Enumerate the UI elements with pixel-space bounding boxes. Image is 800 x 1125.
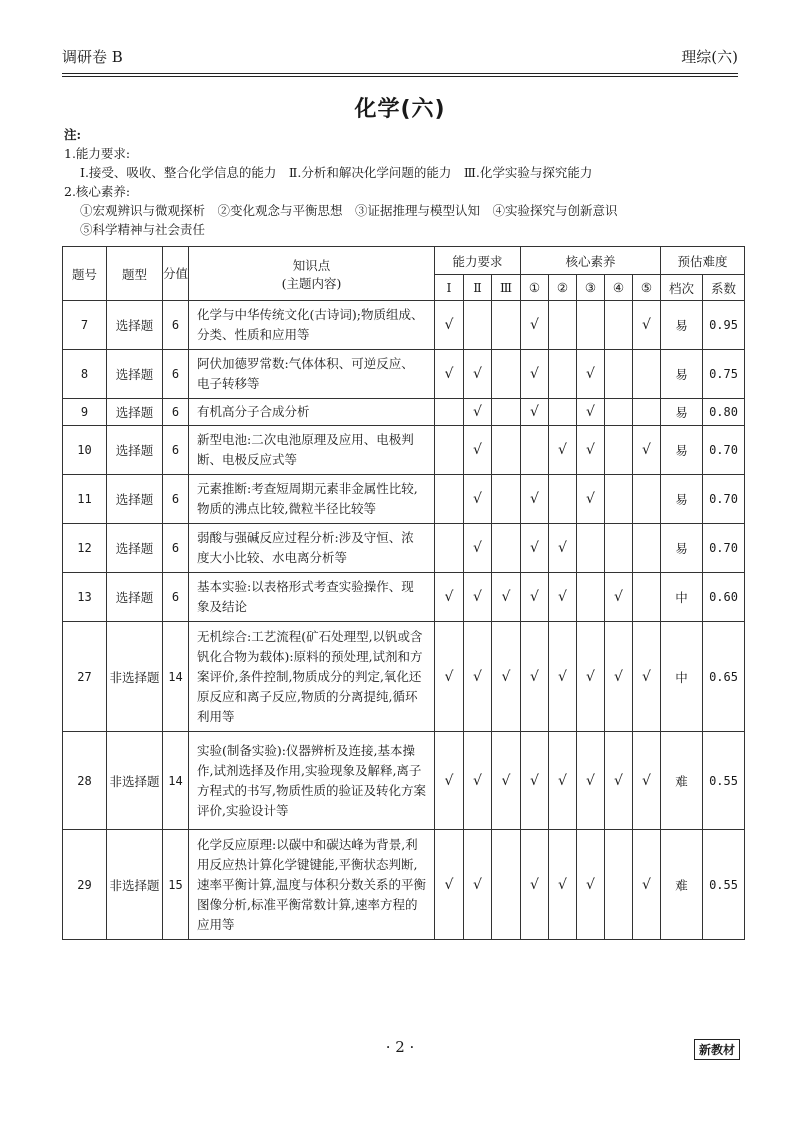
cell-core-check: √ xyxy=(521,475,549,524)
cell-core-check xyxy=(633,399,661,426)
cell-level: 中 xyxy=(661,573,703,622)
header-core-col: ⑤ xyxy=(633,275,661,301)
cell-ability-check: √ xyxy=(492,622,521,732)
cell-level: 中 xyxy=(661,622,703,732)
cell-level: 易 xyxy=(661,426,703,475)
table-row xyxy=(63,399,745,426)
cell-ability-check: √ xyxy=(464,622,492,732)
cell-ability-check: √ xyxy=(464,573,492,622)
cell-core-check: √ xyxy=(633,732,661,830)
cell-level: 难 xyxy=(661,830,703,940)
cell-knowledge: 元素推断:考查短周期元素非金属性比较,物质的沸点比较,微粒半径比较等 xyxy=(189,475,435,524)
cell-ability-check xyxy=(492,830,521,940)
cell-core-check: √ xyxy=(577,426,605,475)
table-row xyxy=(63,830,745,940)
cell-core-check: √ xyxy=(549,524,577,573)
header-ability-col: Ⅱ xyxy=(464,275,492,301)
cell-ability-check xyxy=(492,350,521,399)
cell-core-check: √ xyxy=(577,622,605,732)
cell-core-check xyxy=(633,475,661,524)
cell-type: 选择题 xyxy=(107,426,163,475)
cell-core-check xyxy=(577,524,605,573)
cell-type: 选择题 xyxy=(107,399,163,426)
cell-type: 选择题 xyxy=(107,350,163,399)
cell-type: 非选择题 xyxy=(107,622,163,732)
cell-core-check xyxy=(633,350,661,399)
header-core-col: ① xyxy=(521,275,549,301)
cell-core-check: √ xyxy=(549,732,577,830)
header-difficulty: 预估难度 xyxy=(661,247,745,275)
cell-core-check xyxy=(633,573,661,622)
cell-core-check: √ xyxy=(521,301,549,350)
cell-level: 易 xyxy=(661,350,703,399)
cell-score: 6 xyxy=(163,301,189,350)
cell-num: 8 xyxy=(63,350,107,399)
cell-ability-check: √ xyxy=(435,732,464,830)
cell-num: 12 xyxy=(63,524,107,573)
cell-ability-check xyxy=(435,399,464,426)
header-core-col: ② xyxy=(549,275,577,301)
cell-ability-check: √ xyxy=(464,524,492,573)
cell-type: 选择题 xyxy=(107,475,163,524)
header-ability-col: Ⅰ xyxy=(435,275,464,301)
cell-type: 非选择题 xyxy=(107,830,163,940)
cell-core-check xyxy=(549,301,577,350)
cell-ability-check: √ xyxy=(435,301,464,350)
cell-ability-check: √ xyxy=(464,830,492,940)
cell-knowledge: 化学反应原理:以碳中和碳达峰为背景,利用反应热计算化学键键能,平衡状态判断,速率平衡计算,温度与体积分数关系的平衡图像分析,标准平衡常数计算,速率方程的应用等 xyxy=(189,830,435,940)
cell-coef: 0.70 xyxy=(703,426,745,475)
cell-core-check: √ xyxy=(549,573,577,622)
header-knowledge-title: 知识点 xyxy=(292,257,331,273)
cell-ability-check: √ xyxy=(435,622,464,732)
cell-ability-check: √ xyxy=(492,573,521,622)
cell-ability-check xyxy=(464,301,492,350)
cell-num: 29 xyxy=(63,830,107,940)
cell-knowledge: 新型电池:二次电池原理及应用、电极判断、电极反应式等 xyxy=(189,426,435,475)
header-ability: 能力要求 xyxy=(435,247,521,275)
cell-core-check: √ xyxy=(605,732,633,830)
cell-core-check xyxy=(605,475,633,524)
notes-label: 注: xyxy=(64,127,82,142)
cell-core-check xyxy=(549,350,577,399)
cell-coef: 0.70 xyxy=(703,524,745,573)
cell-type: 选择题 xyxy=(107,301,163,350)
cell-coef: 0.60 xyxy=(703,573,745,622)
cell-ability-check: √ xyxy=(492,732,521,830)
header-score: 分值 xyxy=(163,247,189,301)
header-coef: 系数 xyxy=(703,275,745,301)
cell-core-check xyxy=(605,426,633,475)
table-row xyxy=(63,475,745,524)
cell-core-check: √ xyxy=(577,399,605,426)
cell-ability-check xyxy=(492,301,521,350)
cell-core-check: √ xyxy=(549,426,577,475)
cell-core-check: √ xyxy=(605,622,633,732)
cell-type: 选择题 xyxy=(107,573,163,622)
cell-num: 7 xyxy=(63,301,107,350)
cell-core-check: √ xyxy=(633,622,661,732)
cell-core-check: √ xyxy=(521,524,549,573)
cell-score: 6 xyxy=(163,399,189,426)
cell-coef: 0.70 xyxy=(703,475,745,524)
cell-core-check: √ xyxy=(605,573,633,622)
cell-core-check xyxy=(605,524,633,573)
header-ability-col: Ⅲ xyxy=(492,275,521,301)
cell-ability-check: √ xyxy=(435,573,464,622)
table-head xyxy=(63,247,745,301)
cell-core-check: √ xyxy=(549,622,577,732)
cell-coef: 0.80 xyxy=(703,399,745,426)
cell-core-check xyxy=(577,301,605,350)
cell-score: 6 xyxy=(163,426,189,475)
cell-num: 28 xyxy=(63,732,107,830)
table-row xyxy=(63,524,745,573)
header-core-col: ④ xyxy=(605,275,633,301)
cell-ability-check xyxy=(435,426,464,475)
cell-core-check xyxy=(605,350,633,399)
cell-coef: 0.95 xyxy=(703,301,745,350)
cell-type: 选择题 xyxy=(107,524,163,573)
cell-ability-check xyxy=(435,524,464,573)
cell-core-check: √ xyxy=(577,830,605,940)
cell-core-check: √ xyxy=(521,830,549,940)
cell-score: 15 xyxy=(163,830,189,940)
cell-core-check xyxy=(605,399,633,426)
cell-core-check xyxy=(633,524,661,573)
header-knowledge-sub: (主题内容) xyxy=(281,275,342,291)
cell-knowledge: 化学与中华传统文化(古诗词);物质组成、分类、性质和应用等 xyxy=(189,301,435,350)
cell-knowledge: 无机综合:工艺流程(矿石处理型,以钒或含钒化合物为载体):原料的预处理,试剂和方案评价,条件控制,物质成分的判定,氧化还原反应和离子反应,物质的分离提纯,循环利用等 xyxy=(189,622,435,732)
cell-core-check: √ xyxy=(577,350,605,399)
table-row xyxy=(63,301,745,350)
cell-core-check: √ xyxy=(521,350,549,399)
header-level: 档次 xyxy=(661,275,703,301)
cell-coef: 0.55 xyxy=(703,732,745,830)
page-title: 化学(六) xyxy=(354,97,446,122)
notes-block xyxy=(64,125,738,239)
cell-ability-check: √ xyxy=(464,350,492,399)
cell-core-check: √ xyxy=(577,732,605,830)
cell-level: 易 xyxy=(661,399,703,426)
cell-coef: 0.75 xyxy=(703,350,745,399)
cell-core-check: √ xyxy=(521,732,549,830)
cell-core-check xyxy=(605,830,633,940)
cell-score: 14 xyxy=(163,622,189,732)
cell-knowledge: 阿伏加德罗常数:气体体积、可逆反应、电子转移等 xyxy=(189,350,435,399)
table-row xyxy=(63,732,745,830)
analysis-table xyxy=(62,246,745,940)
cell-core-check xyxy=(521,426,549,475)
cell-score: 14 xyxy=(163,732,189,830)
cell-score: 6 xyxy=(163,350,189,399)
page-header xyxy=(62,46,738,74)
cell-core-check: √ xyxy=(577,475,605,524)
notes-line-2: Ⅰ.接受、吸收、整合化学信息的能力 Ⅱ.分析和解决化学问题的能力 Ⅲ.化学实验与探究能力 xyxy=(80,165,593,180)
cell-num: 9 xyxy=(63,399,107,426)
cell-level: 易 xyxy=(661,475,703,524)
cell-core-check xyxy=(577,573,605,622)
cell-core-check: √ xyxy=(521,573,549,622)
cell-core-check: √ xyxy=(633,426,661,475)
cell-core-check: √ xyxy=(549,830,577,940)
cell-type: 非选择题 xyxy=(107,732,163,830)
cell-level: 易 xyxy=(661,524,703,573)
table-row xyxy=(63,350,745,399)
edition-badge: 新教材 xyxy=(694,1039,740,1060)
cell-num: 27 xyxy=(63,622,107,732)
cell-coef: 0.65 xyxy=(703,622,745,732)
cell-ability-check xyxy=(492,524,521,573)
cell-ability-check: √ xyxy=(464,475,492,524)
cell-ability-check: √ xyxy=(435,830,464,940)
header-num: 题号 xyxy=(63,247,107,301)
cell-ability-check: √ xyxy=(464,732,492,830)
cell-ability-check xyxy=(435,475,464,524)
header-right: 理综(六) xyxy=(681,48,738,66)
cell-score: 6 xyxy=(163,524,189,573)
header-knowledge xyxy=(189,247,435,301)
header-left: 调研卷 B xyxy=(62,48,123,66)
cell-num: 10 xyxy=(63,426,107,475)
cell-core-check xyxy=(549,475,577,524)
notes-line-3: 2.核心素养: xyxy=(64,184,131,199)
table-row xyxy=(63,426,745,475)
cell-num: 13 xyxy=(63,573,107,622)
cell-ability-check xyxy=(492,475,521,524)
cell-knowledge: 弱酸与强碱反应过程分析:涉及守恒、浓度大小比较、水电离分析等 xyxy=(189,524,435,573)
notes-line-4: ①宏观辨识与微观探析 ②变化观念与平衡思想 ③证据推理与模型认知 ④实验探究与创新意识 xyxy=(80,203,618,218)
cell-ability-check: √ xyxy=(464,426,492,475)
cell-core-check: √ xyxy=(521,622,549,732)
header-core-col: ③ xyxy=(577,275,605,301)
cell-core-check xyxy=(549,399,577,426)
cell-knowledge: 实验(制备实验):仪器辨析及连接,基本操作,试剂选择及作用,实验现象及解释,离子方程式的书写,物质性质的验证及转化方案评价,实验设计等 xyxy=(189,732,435,830)
cell-core-check xyxy=(605,301,633,350)
cell-level: 难 xyxy=(661,732,703,830)
cell-level: 易 xyxy=(661,301,703,350)
cell-ability-check: √ xyxy=(435,350,464,399)
cell-num: 11 xyxy=(63,475,107,524)
notes-line-5: ⑤科学精神与社会责任 xyxy=(80,222,206,237)
cell-core-check: √ xyxy=(633,301,661,350)
cell-ability-check: √ xyxy=(464,399,492,426)
cell-core-check: √ xyxy=(521,399,549,426)
table-row xyxy=(63,622,745,732)
header-type: 题型 xyxy=(107,247,163,301)
cell-ability-check xyxy=(492,426,521,475)
table-row xyxy=(63,573,745,622)
cell-score: 6 xyxy=(163,475,189,524)
cell-score: 6 xyxy=(163,573,189,622)
notes-line-1: 1.能力要求: xyxy=(64,146,131,161)
cell-core-check: √ xyxy=(633,830,661,940)
cell-coef: 0.55 xyxy=(703,830,745,940)
page-number: · 2 · xyxy=(385,1038,415,1056)
table-body xyxy=(63,301,745,940)
cell-knowledge: 有机高分子合成分析 xyxy=(189,399,435,426)
cell-ability-check xyxy=(492,399,521,426)
header-core: 核心素养 xyxy=(521,247,661,275)
cell-knowledge: 基本实验:以表格形式考查实验操作、现象及结论 xyxy=(189,573,435,622)
